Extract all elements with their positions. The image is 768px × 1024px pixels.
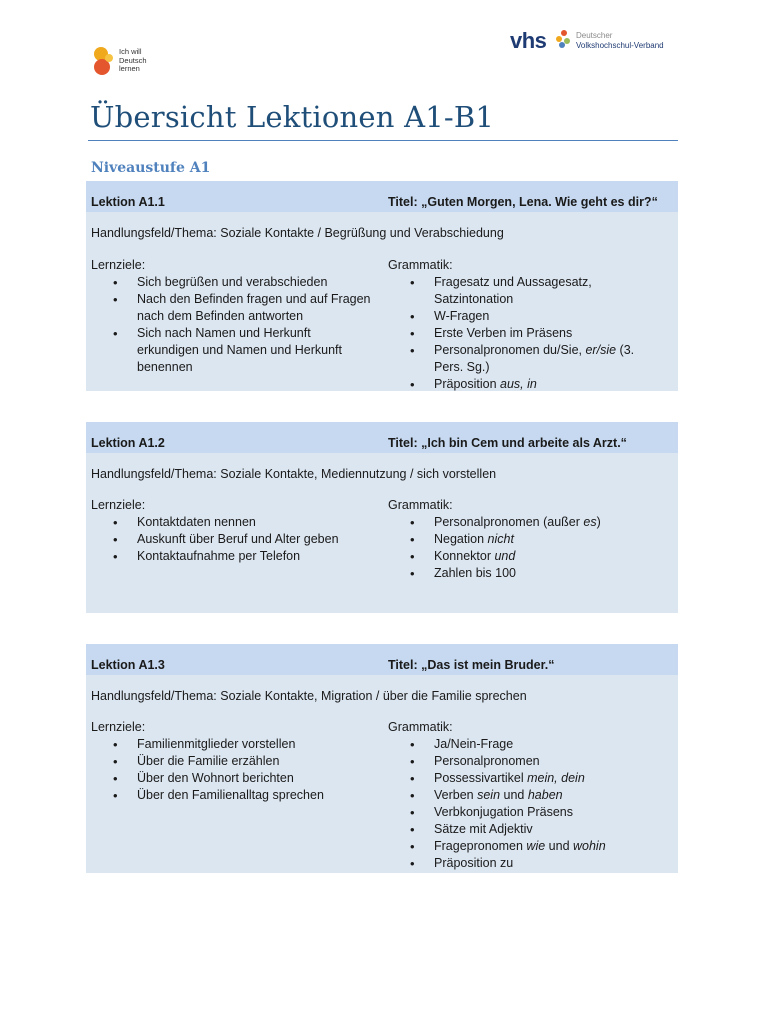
lesson-card <box>86 644 678 873</box>
list-item: • Präposition aus, in <box>388 376 653 393</box>
lesson-title: Titel: „Ich bin Cem und arbeite als Arzt.“ <box>388 436 627 450</box>
lesson-topic: Handlungsfeld/Thema: Soziale Kontakte, Mediennutzung / sich vorstellen <box>91 467 497 481</box>
list-item: • Über die Familie erzählen <box>91 753 371 770</box>
list-item: • Verbkonjugation Präsens <box>388 804 653 821</box>
grammatik-label: Grammatik: <box>388 720 453 734</box>
list-item: • Nach den Befinden fragen und auf Fragen nach dem Befinden antworten <box>91 291 371 325</box>
list-item: • Kontaktaufnahme per Telefon <box>91 548 371 565</box>
list-item: • Personalpronomen (außer es) <box>388 514 653 531</box>
list-item: • Fragesatz und Aussagesatz, Satzintonation <box>388 274 653 308</box>
lesson-card <box>86 181 678 391</box>
lesson-header <box>86 644 678 675</box>
lernziele-column <box>91 257 371 376</box>
grammatik-label: Grammatik: <box>388 258 453 272</box>
lesson-header <box>86 181 678 212</box>
lesson-header <box>86 422 678 453</box>
ich-will-deutsch-lernen-logo <box>92 44 172 80</box>
grammatik-label: Grammatik: <box>388 498 453 512</box>
logo-left-text: Ich will Deutsch lernen <box>119 47 147 73</box>
grammatik-column <box>388 257 653 393</box>
list-item: • Verben sein und haben <box>388 787 653 804</box>
list-item: • Sätze mit Adjektiv <box>388 821 653 838</box>
lernziele-label: Lernziele: <box>91 720 146 734</box>
list-item: • Familienmitglieder vorstellen <box>91 736 371 753</box>
list-item: • Sich nach Namen und Herkunft erkundigen und Namen und Herkunft benennen <box>91 325 371 376</box>
list-item: • Sich begrüßen und verabschieden <box>91 274 371 291</box>
lesson-number: Lektion A1.2 <box>91 436 165 450</box>
list-item: • Präposition zu <box>388 855 653 872</box>
list-item: • Zahlen bis 100 <box>388 565 653 582</box>
list-item: • Über den Familienalltag sprechen <box>91 787 371 804</box>
list-item: • Erste Verben im Präsens <box>388 325 653 342</box>
vhs-dots-icon <box>556 30 572 48</box>
vhs-wordmark: vhs <box>510 28 547 53</box>
list-item: • Negation nicht <box>388 531 653 548</box>
lesson-title: Titel: „Das ist mein Bruder.“ <box>388 658 555 672</box>
lesson-card <box>86 422 678 613</box>
list-item: • Konnektor und <box>388 548 653 565</box>
list-item: • Personalpronomen du/Sie, er/sie (3. Pers. Sg.) <box>388 342 653 376</box>
list-item: • Ja/Nein-Frage <box>388 736 653 753</box>
lesson-topic: Handlungsfeld/Thema: Soziale Kontakte / Begrüßung und Verabschiedung <box>91 226 504 240</box>
lesson-title: Titel: „Guten Morgen, Lena. Wie geht es dir?“ <box>388 195 658 209</box>
list-item: • Über den Wohnort berichten <box>91 770 371 787</box>
list-item: • W-Fragen <box>388 308 653 325</box>
level-heading: Niveaustufe A1 <box>91 160 211 176</box>
lesson-topic: Handlungsfeld/Thema: Soziale Kontakte, Migration / über die Familie sprechen <box>91 689 527 703</box>
lesson-number: Lektion A1.3 <box>91 658 165 672</box>
lernziele-label: Lernziele: <box>91 258 146 272</box>
list-item: • Possessivartikel mein, dein <box>388 770 653 787</box>
lernziele-column <box>91 719 371 804</box>
lesson-number: Lektion A1.1 <box>91 195 165 209</box>
list-item: • Fragepronomen wie und wohin <box>388 838 653 855</box>
vhs-logo <box>510 28 690 56</box>
list-item: • Auskunft über Beruf und Alter geben <box>91 531 371 548</box>
list-item: • Personalpronomen <box>388 753 653 770</box>
vhs-name: Deutscher Volkshochschul-Verband <box>576 31 664 50</box>
logo-blob-icon <box>105 54 113 62</box>
lernziele-column <box>91 497 371 565</box>
page-title: Übersicht Lektionen A1-B1 <box>90 100 495 134</box>
lernziele-label: Lernziele: <box>91 498 146 512</box>
grammatik-column <box>388 497 653 582</box>
title-divider <box>88 140 678 141</box>
list-item: • Kontaktdaten nennen <box>91 514 371 531</box>
grammatik-column <box>388 719 653 872</box>
